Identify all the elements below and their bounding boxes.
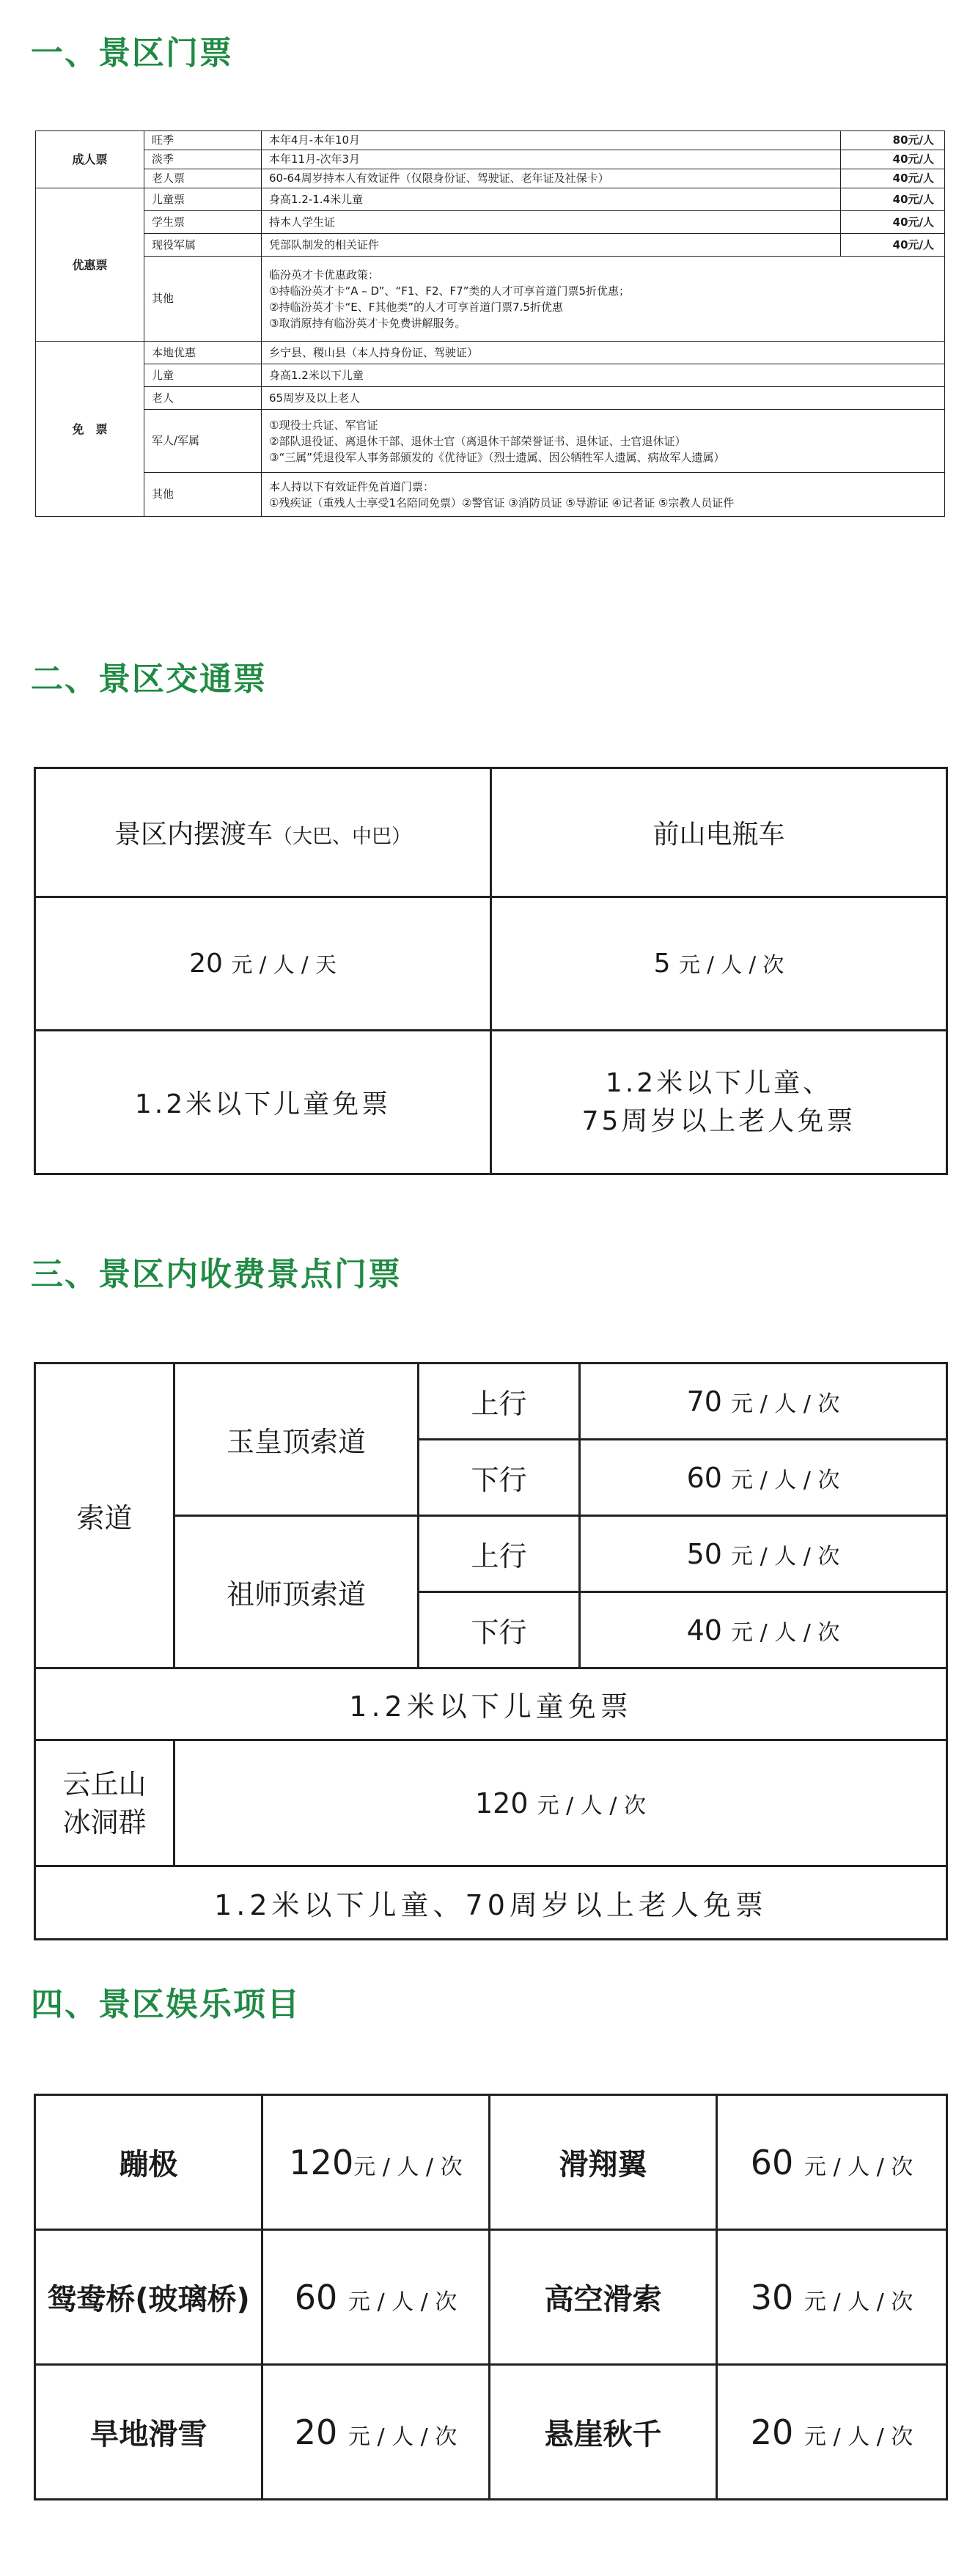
cable-price xyxy=(580,1440,947,1516)
price-number: 120 xyxy=(475,1786,529,1819)
ticket-desc: 身高1.2米以下儿童 xyxy=(262,364,945,387)
ticket-type: 学生票 xyxy=(144,211,262,234)
item-name: 旱地滑雪 xyxy=(35,2365,262,2500)
direction-down: 下行 xyxy=(419,1440,580,1516)
ticket-desc: 65周岁及以上老人 xyxy=(262,387,945,410)
price-number: 70 xyxy=(686,1385,722,1418)
ticket-desc-multiline xyxy=(262,473,945,517)
shuttle-bus-price xyxy=(35,897,491,1031)
table-row xyxy=(35,1364,947,1440)
cable-price xyxy=(580,1516,947,1592)
ticket-price: 40元/人 xyxy=(841,150,945,169)
item-price xyxy=(262,2365,490,2500)
direction-up: 上行 xyxy=(419,1364,580,1440)
price-unit: 元 / 人 / 次 xyxy=(804,2289,913,2315)
ticket-type: 现役军属 xyxy=(144,234,262,257)
ice-cave-label xyxy=(35,1740,174,1866)
item-price xyxy=(717,2230,947,2365)
desc-line: ②部队退役证、离退休干部、退休士官（离退休干部荣誉证书、退休证、士官退休证） xyxy=(269,434,686,448)
price-number: 20 xyxy=(750,2412,794,2452)
ticket-type: 儿童票 xyxy=(144,188,262,211)
section-title-tickets: 一、景区门票 xyxy=(31,34,233,72)
table-row xyxy=(35,1668,947,1740)
desc-line: 本人持以下有效证件免首道门票： xyxy=(269,479,435,493)
price-number: 60 xyxy=(294,2277,338,2317)
desc-line: ③取消原持有临汾英才卡免费讲解服务。 xyxy=(269,316,466,330)
price-unit: 元 / 人 / 次 xyxy=(678,952,784,977)
electric-cart-note xyxy=(491,1031,947,1174)
table-row xyxy=(35,1866,947,1940)
ice-cave-price xyxy=(174,1740,947,1866)
section-title-transport: 二、景区交通票 xyxy=(31,660,267,698)
ticket-type: 老人 xyxy=(144,387,262,410)
cable-car-label: 索道 xyxy=(35,1364,174,1668)
shuttle-bus-note: 1.2米以下儿童免票 xyxy=(35,1031,491,1174)
direction-down: 下行 xyxy=(419,1592,580,1668)
ticket-price-table xyxy=(35,130,945,517)
price-unit: 元 / 人 / 次 xyxy=(348,2289,457,2315)
ticket-type: 军人/军属 xyxy=(144,410,262,473)
desc-line: 临汾英才卡优惠政策： xyxy=(269,268,380,281)
section-title-entertainment: 四、景区娱乐项目 xyxy=(31,1986,301,2023)
entertainment-table xyxy=(34,2094,948,2500)
table-row xyxy=(35,2365,947,2500)
electric-cart-price xyxy=(491,897,947,1031)
ticket-type: 其他 xyxy=(144,473,262,517)
item-name: 高空滑索 xyxy=(490,2230,717,2365)
table-row xyxy=(36,169,945,188)
table-row xyxy=(35,1031,947,1174)
item-price xyxy=(262,2230,490,2365)
ticket-type: 其他 xyxy=(144,257,262,342)
ticket-desc: 本年11月-次年3月 xyxy=(262,150,841,169)
shuttle-bus-sub: （大巴、中巴） xyxy=(273,825,411,848)
label-line: 冰洞群 xyxy=(62,1806,147,1839)
table-row xyxy=(36,364,945,387)
price-number: 50 xyxy=(686,1537,722,1570)
price-number: 60 xyxy=(686,1461,722,1494)
ticket-type: 旺季 xyxy=(144,131,262,150)
electric-cart-header: 前山电瓶车 xyxy=(491,768,947,897)
table-row xyxy=(36,387,945,410)
price-number: 40 xyxy=(686,1613,722,1646)
price-number: 20 xyxy=(294,2412,338,2452)
table-row xyxy=(36,410,945,473)
desc-line: ③“三属”凭退役军人事务部颁发的《优待证》（烈士遗属、因公牺牲军人遗属、病故军人遗属） xyxy=(269,450,725,464)
ticket-desc: 60-64周岁持本人有效证件（仅限身份证、驾驶证、老年证及社保卡） xyxy=(262,169,841,188)
price-number: 120 xyxy=(289,2142,354,2182)
item-price xyxy=(717,2365,947,2500)
table-row xyxy=(35,2230,947,2365)
cable-price xyxy=(580,1364,947,1440)
ice-cave-note: 1.2米以下儿童、70周岁以上老人免票 xyxy=(35,1866,947,1940)
table-row xyxy=(36,150,945,169)
category-adult: 成人票 xyxy=(36,131,144,188)
price-unit: 元 / 人 / 次 xyxy=(731,1391,840,1417)
category-free: 免 票 xyxy=(36,342,144,517)
ticket-desc: 身高1.2-1.4米儿童 xyxy=(262,188,841,211)
price-number: 20 xyxy=(189,949,223,979)
item-price xyxy=(717,2095,947,2230)
direction-up: 上行 xyxy=(419,1516,580,1592)
table-row xyxy=(35,2095,947,2230)
desc-line: ②持临汾英才卡“E、F其他类”的人才可享首道门票7.5折优惠 xyxy=(269,300,563,314)
attraction-table xyxy=(34,1362,948,1940)
table-row xyxy=(35,1740,947,1866)
ticket-desc: 持本人学生证 xyxy=(262,211,841,234)
ticket-desc-multiline xyxy=(262,410,945,473)
table-row xyxy=(35,897,947,1031)
price-unit: 元 / 人 / 次 xyxy=(804,2424,913,2450)
ticket-type: 本地优惠 xyxy=(144,342,262,364)
ticket-desc: 本年4月-本年10月 xyxy=(262,131,841,150)
label-line: 云丘山 xyxy=(62,1767,147,1800)
shuttle-bus-name: 景区内摆渡车 xyxy=(114,820,273,850)
table-row xyxy=(36,188,945,211)
table-row xyxy=(35,768,947,897)
ticket-type: 淡季 xyxy=(144,150,262,169)
price-unit: 元 / 人 / 次 xyxy=(731,1467,840,1493)
desc-line: ①持临汾英才卡“A – D”、“F1、F2、F7”类的人才可享首道门票5折优惠； xyxy=(269,284,630,298)
table-row xyxy=(36,342,945,364)
ticket-price: 40元/人 xyxy=(841,188,945,211)
price-number: 5 xyxy=(653,949,671,979)
item-name: 蹦极 xyxy=(35,2095,262,2230)
item-name: 鸳鸯桥(玻璃桥) xyxy=(35,2230,262,2365)
note-line: 1.2米以下儿童、 xyxy=(605,1067,833,1098)
item-price xyxy=(262,2095,490,2230)
desc-line: ①残疾证（重残人士享受1名陪同免票）②警官证 ③消防员证 ⑤导游证 ④记者证 ⑤宗教人员证件 xyxy=(269,496,735,509)
ticket-price: 40元/人 xyxy=(841,169,945,188)
table-row xyxy=(36,257,945,342)
price-number: 30 xyxy=(750,2277,794,2317)
price-unit: 元 / 人 / 天 xyxy=(231,952,337,977)
price-number: 60 xyxy=(750,2142,794,2182)
cable-price xyxy=(580,1592,947,1668)
shuttle-bus-header xyxy=(35,768,491,897)
table-row xyxy=(36,234,945,257)
category-discount: 优惠票 xyxy=(36,188,144,342)
price-unit: 元 / 人 / 次 xyxy=(804,2154,913,2180)
ticket-desc-multiline xyxy=(262,257,945,342)
table-row xyxy=(36,131,945,150)
ticket-price: 40元/人 xyxy=(841,234,945,257)
section-title-attractions: 三、景区内收费景点门票 xyxy=(31,1256,402,1293)
price-unit: 元 / 人 / 次 xyxy=(731,1543,840,1569)
price-unit: 元 / 人 / 次 xyxy=(731,1619,840,1646)
ticket-price: 80元/人 xyxy=(841,131,945,150)
ticket-type: 儿童 xyxy=(144,364,262,387)
price-unit: 元 / 人 / 次 xyxy=(537,1792,646,1819)
note-line: 75周岁以上老人免票 xyxy=(581,1105,856,1136)
table-row xyxy=(36,211,945,234)
item-name: 滑翔翼 xyxy=(490,2095,717,2230)
transport-table xyxy=(34,767,948,1175)
ticket-desc: 凭部队制发的相关证件 xyxy=(262,234,841,257)
ticket-desc: 乡宁县、稷山县（本人持身份证、驾驶证） xyxy=(262,342,945,364)
ticket-type: 老人票 xyxy=(144,169,262,188)
item-name: 悬崖秋千 xyxy=(490,2365,717,2500)
price-unit: 元 / 人 / 次 xyxy=(353,2154,463,2180)
cable-note: 1.2米以下儿童免票 xyxy=(35,1668,947,1740)
desc-line: ①现役士兵证、军官证 xyxy=(269,418,378,432)
price-unit: 元 / 人 / 次 xyxy=(348,2424,457,2450)
yuhuang-cable-name: 玉皇顶索道 xyxy=(174,1364,419,1516)
ticket-price: 40元/人 xyxy=(841,211,945,234)
zushi-cable-name: 祖师顶索道 xyxy=(174,1516,419,1668)
table-row xyxy=(36,473,945,517)
